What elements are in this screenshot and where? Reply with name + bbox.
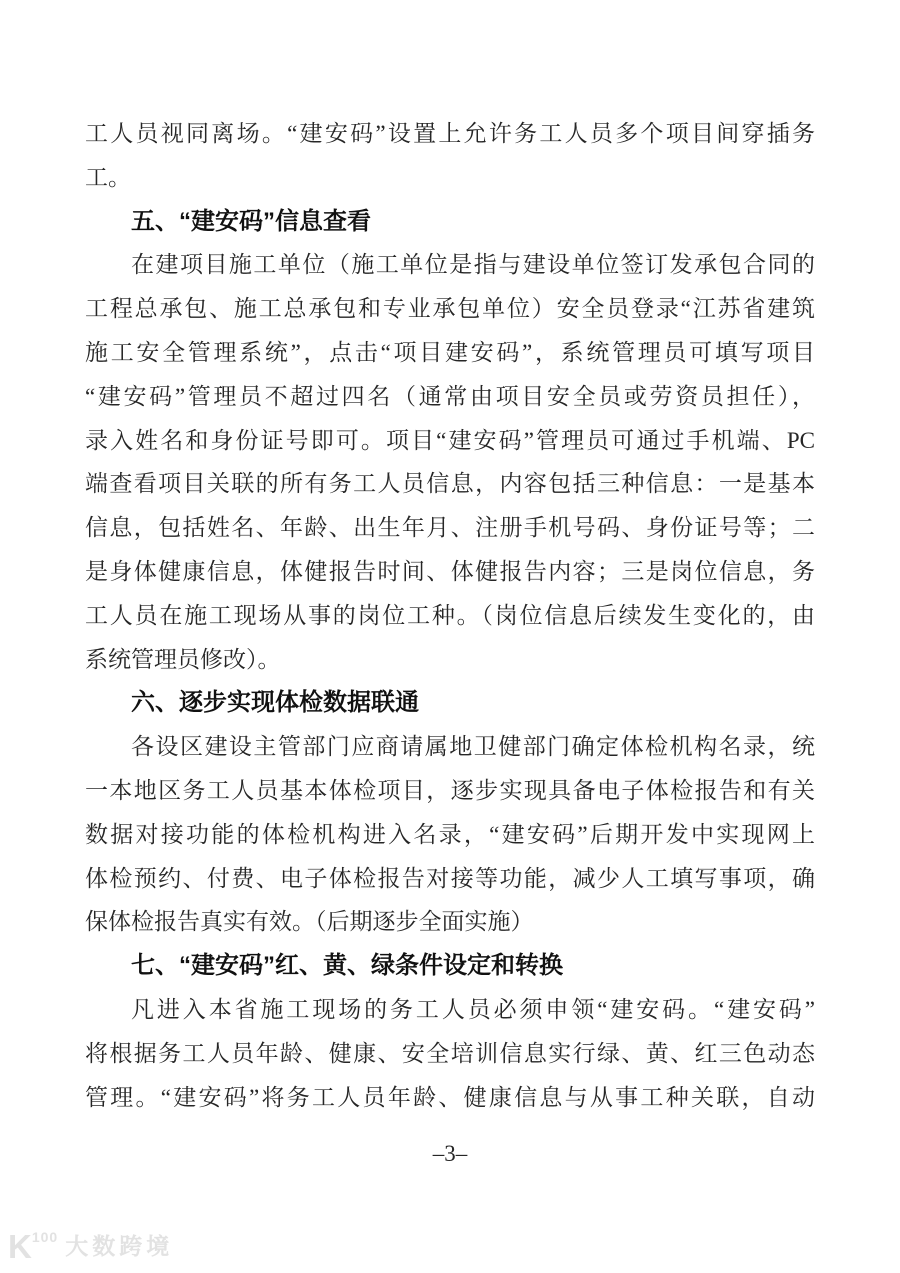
- text-line: 凡进入本省施工现场的务工人员必须申领“建安码。“建安码”: [131, 996, 815, 1022]
- text-line: 工。: [85, 164, 131, 190]
- logo-letter: K: [8, 1228, 32, 1265]
- text-line: 系统管理员修改）。: [85, 646, 281, 672]
- text-line: 录入姓名和身份证号即可。项目“建安码”管理员可通过手机端、PC: [85, 427, 815, 453]
- section-heading: 五、“建安码”信息查看: [131, 207, 371, 235]
- text-line: 管理。“建安码”将务工人员年龄、健康信息与从事工种关联，自动: [85, 1084, 815, 1110]
- text-line: 在建项目施工单位（施工单位是指与建设单位签订发承包合同的: [131, 252, 815, 278]
- text-line: 保体检报告真实有效。（后期逐步全面实施）: [85, 909, 534, 935]
- text-line: 工人员在施工现场从事的岗位工种。（岗位信息后续发生变化的，由: [85, 602, 815, 628]
- text-line: 数据对接功能的体检机构进入名录，“建安码”后期开发中实现网上: [85, 821, 815, 847]
- page-number: –3–: [432, 1141, 468, 1166]
- watermark: [8, 1228, 174, 1265]
- text-line: 信息，包括姓名、年龄、出生年月、注册手机号码、身份证号等；二: [85, 515, 815, 541]
- k100-logo-icon: [8, 1228, 59, 1265]
- text-line: 工人员视同离场。“建安码”设置上允许务工人员多个项目间穿插务: [85, 121, 815, 146]
- logo-superscript: 100: [31, 1229, 59, 1245]
- text-line: 各设区建设主管部门应商请属地卫健部门确定体检机构名录，统: [131, 734, 815, 760]
- text-line: 一本地区务工人员基本体检项目，逐步实现具备电子体检报告和有关: [85, 777, 815, 803]
- text-line: “建安码”管理员不超过四名（通常由项目安全员或劳资员担任），: [85, 383, 815, 409]
- watermark-text: 大数跨境: [65, 1233, 174, 1260]
- text-line: 将根据务工人员年龄、健康、安全培训信息实行绿、黄、红三色动态: [85, 1040, 815, 1066]
- text-line: 端查看项目关联的所有务工人员信息，内容包括三种信息：一是基本: [85, 471, 815, 497]
- section-heading: 六、逐步实现体检数据联通: [131, 689, 419, 717]
- document-body: [85, 112, 815, 1119]
- section-heading: 七、“建安码”红、黄、绿条件设定和转换: [131, 952, 563, 980]
- text-line: 施工安全管理系统”，点击“项目建安码”，系统管理员可填写项目: [85, 339, 815, 365]
- text-line: 工程总承包、施工总承包和专业承包单位）安全员登录“江苏省建筑: [85, 296, 815, 322]
- text-line: 体检预约、付费、电子体检报告对接等功能，减少人工填写事项，确: [85, 865, 815, 891]
- text-line: 是身体健康信息，体健报告时间、体健报告内容；三是岗位信息，务: [85, 558, 815, 584]
